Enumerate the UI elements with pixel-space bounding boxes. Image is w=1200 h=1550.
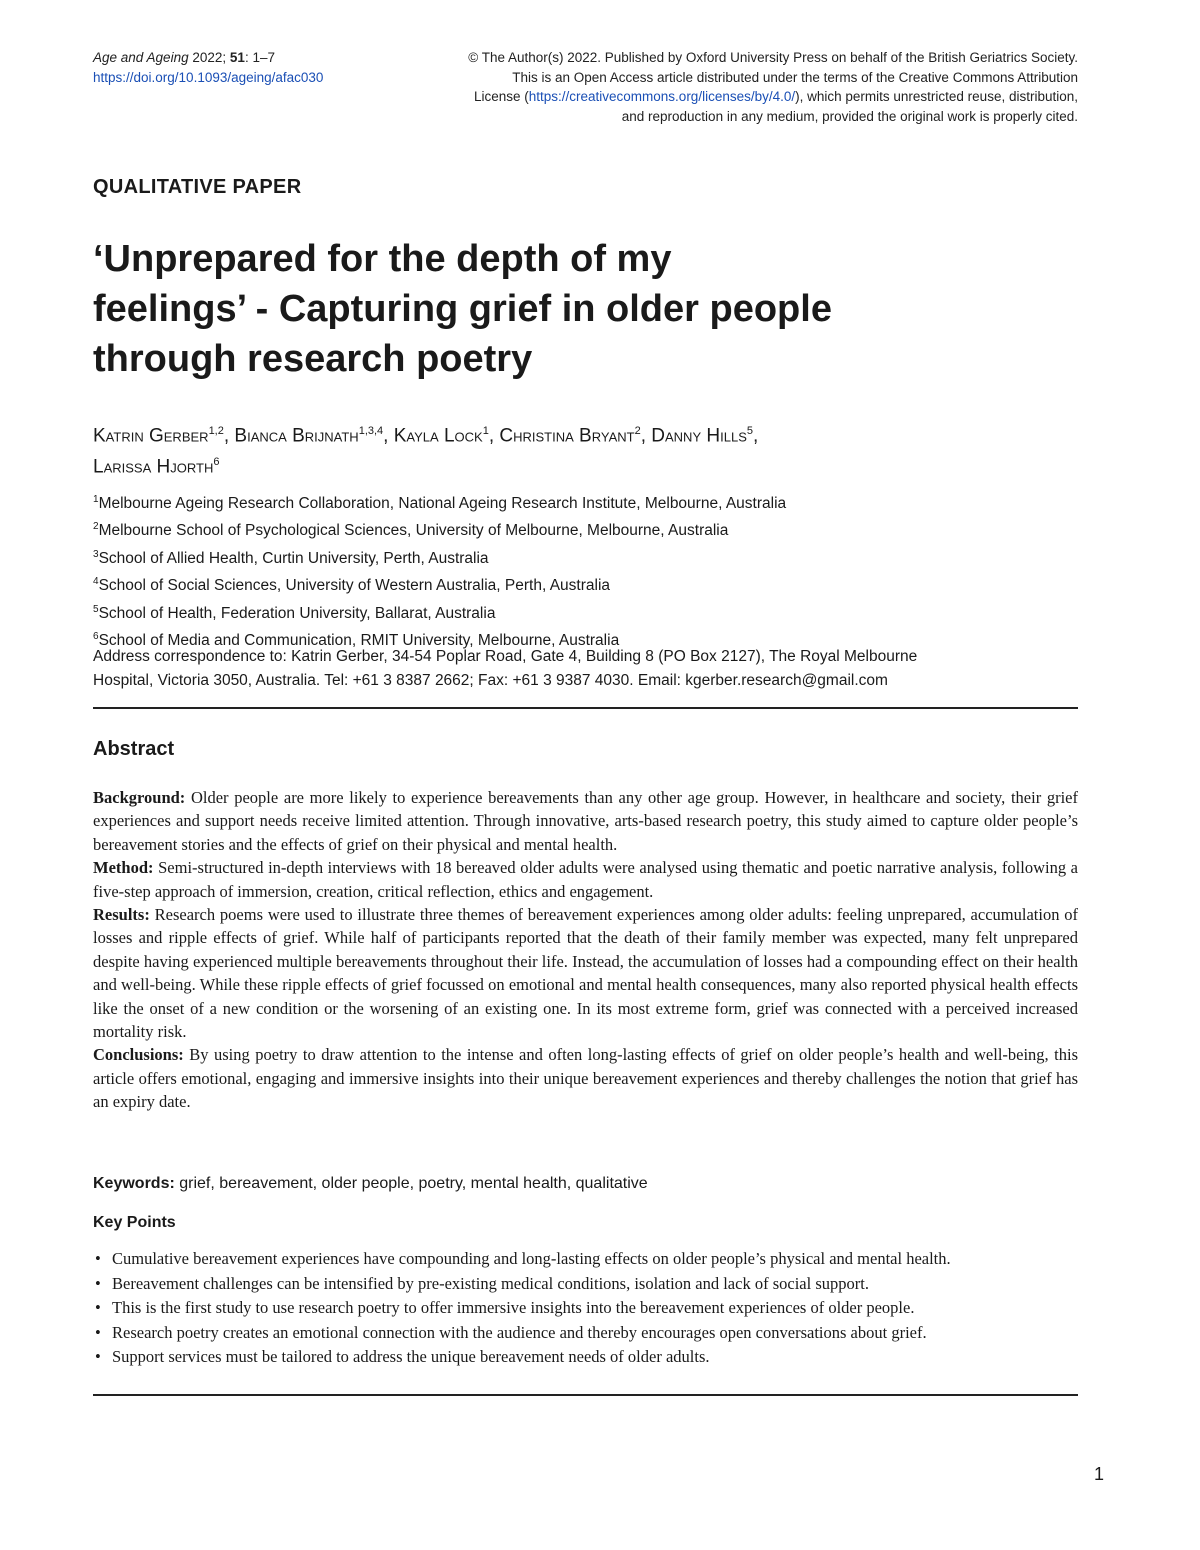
license-link[interactable]: https://creativecommons.org/licenses/by/4.0/	[528, 89, 796, 104]
author-name[interactable]: Bianca Brijnath	[234, 425, 359, 447]
correspondence	[93, 645, 1078, 693]
abstract-body	[93, 786, 1078, 1114]
author-affil-ref: 1,2	[208, 425, 224, 437]
author-name[interactable]: Kayla Lock	[393, 425, 483, 447]
abstract-method: Method: Semi-structured in-depth interviews with 18 bereaved older adults were analysed using thematic and poetic narrative analysis, following a five-step approach of immersion, creation, critical reflection, ethics and engagement.	[93, 858, 1078, 901]
author-affil-ref: 1	[482, 425, 489, 437]
author-name[interactable]: Danny Hills	[651, 425, 747, 447]
key-point: • Bereavement challenges can be intensified by pre-existing medical conditions, isolation and lack of social support.	[93, 1272, 1078, 1296]
affiliation: $^1$Melbourne Ageing Research Collaboration, National Ageing Research Institute, Melbourne, Australia	[93, 494, 787, 513]
divider-bottom	[93, 1394, 1078, 1396]
title-line: feelings’ - Capturing grief in older people	[93, 288, 832, 330]
key-points-heading: Key Points	[93, 1214, 176, 1231]
author-affil-ref: 2	[634, 425, 641, 437]
affiliation: $^3$School of Allied Health, Curtin University, Perth, Australia	[93, 548, 489, 568]
author-affil-ref: 6	[213, 456, 220, 469]
license-line-4: and reproduction in any medium, provided the original work is properly cited.	[621, 108, 1078, 124]
abstract-conclusions: Conclusions: By using poetry to draw attention to the intense and often long-lasting effects of grief on older people’s health and well-being, this article offers emotional, engaging and immersive insights into their unique bereavement experiences and thereby challenges the notion that grief has an expiry date.	[93, 1045, 1078, 1112]
copyright-line: © The Author(s) 2022. Published by Oxford University Press on behalf of the British Geriatrics Society.	[468, 50, 1078, 65]
abstract-heading: Abstract	[93, 738, 175, 760]
affiliation: $^5$School of Health, Federation University, Ballarat, Australia	[93, 603, 496, 622]
author-name[interactable]: Katrin Gerber	[93, 425, 209, 447]
key-point: • Cumulative bereavement experiences have compounding and long-lasting effects on older people’s physical and mental health.	[93, 1247, 1078, 1271]
divider-top	[93, 707, 1078, 709]
key-point: • Support services must be tailored to address the unique bereavement needs of older adults.	[93, 1345, 1078, 1369]
license-line-2: License (https://creativecommons.org/licenses/by/4.0/), which permits unrestricted reuse, distribution,	[473, 89, 1078, 104]
abstract-results: Results: Research poems were used to illustrate three themes of bereavement experiences among older adults: feeling unprepared, accumulation of losses and ripple effects of grief. While half of participants reported that the death of their family member was expected, many felt unprepared despite having experienced multiple bereavements throughout their life. Instead, the accumulation of losses had a compounding effect on their health and well-being. While these ripple effects of grief focussed on emotional and mental health consequences, many also reported physical health effects like the onset of a new condition or the worsening of an existing one. In its most extreme form, grief was connected with a perceived increased mortality risk.	[93, 905, 1078, 1042]
key-points-list	[93, 1247, 1078, 1370]
journal-name: Age and Ageing	[93, 50, 189, 65]
journal-header	[93, 48, 1078, 130]
affiliation: $^6$School of Media and Communication, RMIT University, Melbourne, Australia	[93, 631, 620, 650]
abstract-background: Background: Older people are more likely to experience bereavements than any other age group. However, in healthcare and society, their grief experiences and support needs receive limited attention. Through innovative, arts-based research poetry, this study aimed to capture older people’s bereavement stories and the effects of grief on their physical and mental health.	[93, 788, 1078, 854]
article-page	[93, 48, 1078, 130]
keywords-text: grief, bereavement, older people, poetry, mental health, qualitative	[179, 1175, 648, 1192]
keywords	[93, 1175, 648, 1193]
doi-link[interactable]: https://doi.org/10.1093/ageing/afac030	[93, 69, 324, 85]
keywords-label: Keywords:	[93, 1175, 175, 1192]
section-label: QUALITATIVE PAPER	[93, 176, 302, 198]
license-block	[358, 48, 1078, 126]
key-point: • This is the first study to use research poetry to offer immersive insights into the bereavement experiences of older people.	[93, 1296, 1078, 1320]
key-point: • Research poetry creates an emotional connection with the audience and thereby encourages open conversations about grief.	[93, 1321, 1078, 1345]
license-line-1: This is an Open Access article distributed under the terms of the Creative Commons Attribution	[512, 69, 1078, 85]
journal-year: 2022;	[192, 50, 227, 65]
author-name[interactable]: Christina Bryant	[499, 425, 635, 447]
author-affil-ref: 5	[746, 425, 753, 437]
title-line: ‘Unprepared for the depth of my	[93, 238, 672, 280]
citation-block	[93, 48, 373, 87]
title-line: through research poetry	[93, 338, 533, 380]
correspondence-line: Address correspondence to: Katrin Gerber, 34-54 Poplar Road, Gate 4, Building 8 (PO Box 2127), The Royal Melbourne	[93, 648, 918, 665]
affiliation: $^2$Melbourne School of Psychological Sciences, University of Melbourne, Melbourne, Australia	[93, 521, 729, 540]
author-list: Katrin Gerber$^{1,2}$, Bianca Brijnath$^{1,3,4}$, Kayla Lock$^1$, Christina Bryant$^2$, Danny Hills$^5$, Larissa Hjorth$^6$	[93, 425, 759, 478]
journal-volume: 51	[229, 50, 245, 65]
citation-line	[93, 48, 373, 68]
affiliations	[93, 488, 1078, 653]
page-number: 1	[1094, 1464, 1105, 1484]
affiliation: $^4$School of Social Sciences, University of Western Australia, Perth, Australia	[93, 576, 611, 595]
author-name[interactable]: Larissa Hjorth	[93, 456, 214, 478]
author-affil-ref: 1,3,4	[358, 425, 384, 437]
article-title	[93, 234, 973, 384]
journal-pages: : 1–7	[244, 50, 275, 65]
correspondence-line: Hospital, Victoria 3050, Australia. Tel: +61 3 8387 2662; Fax: +61 3 9387 4030. Email: kgerber.research@gmail.com	[93, 672, 888, 689]
